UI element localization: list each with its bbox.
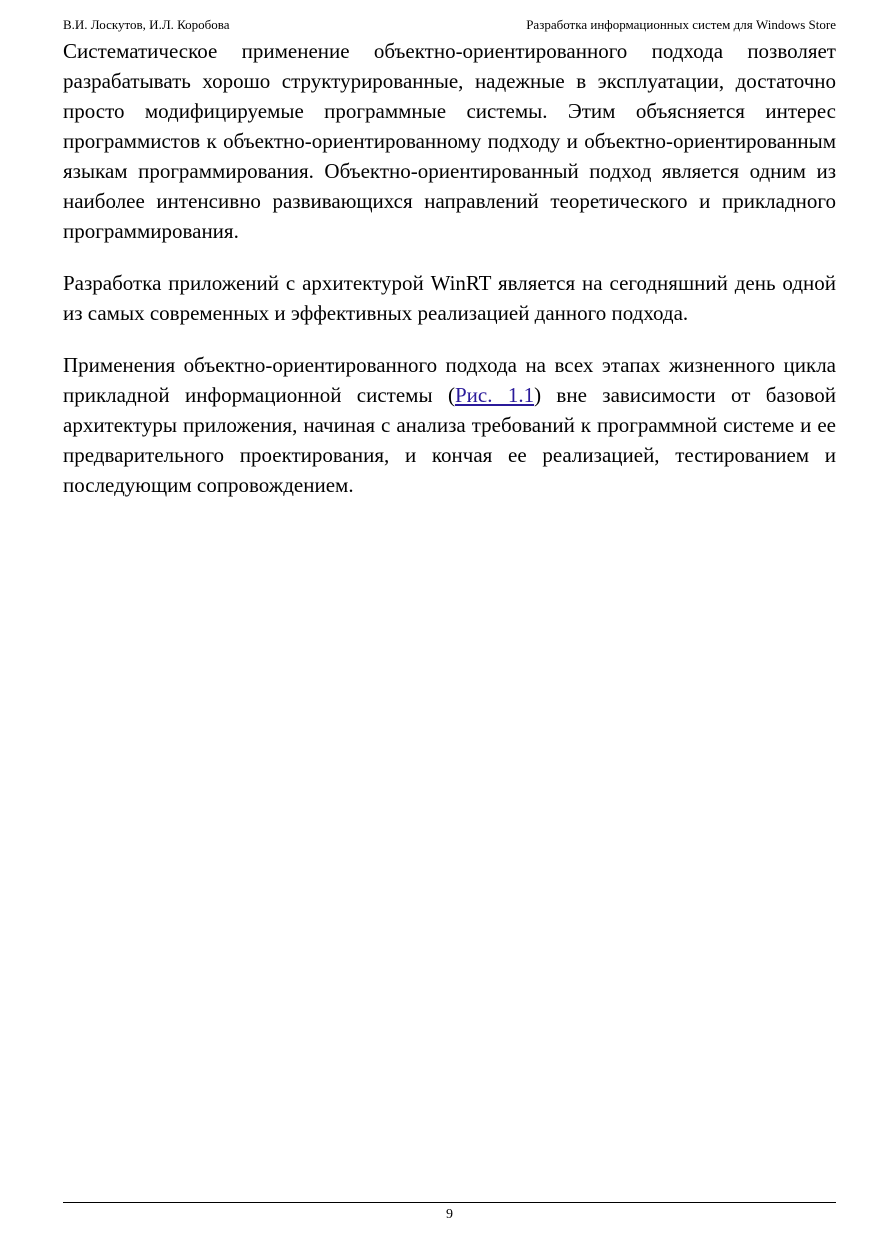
paragraph-3-text-after: ) вне зависимости от базовой архитектуры приложения, начиная с анализа требований к программной системе и ее предварительного проектирования, и кончая ее реализацией, тестированием и последующим сопровождением. bbox=[63, 383, 836, 497]
header-authors: В.И. Лоскутов, И.Л. Коробова bbox=[63, 17, 230, 32]
paragraph-1: Систематическое применение объектно-ориентированного подхода позволяет разрабатывать хорошо структурированные, надежные в эксплуатации, достаточно просто модифицируемые программные системы. Этим объясняется интерес программистов к объектно-ориентированному подходу и объектно-ориентированным языкам программирования. Объектно-ориентированный подход является одним из наиболее интенсивно развивающихся направлений теоретического и прикладного программирования. bbox=[63, 39, 836, 243]
paragraph-3 bbox=[63, 350, 836, 500]
figure-reference-link[interactable]: Рис. 1.1 bbox=[454, 383, 535, 407]
page-body bbox=[63, 36, 836, 522]
page-number: 9 bbox=[446, 1207, 453, 1222]
header-book-title: Разработка информационных систем для Windows Store bbox=[526, 17, 836, 32]
page-header bbox=[63, 15, 836, 35]
paragraph-3-text-before: Применения объектно-ориентированного подхода на всех этапах жизненного цикла прикладной информационной системы ( bbox=[63, 353, 836, 407]
footer-divider bbox=[63, 1202, 836, 1203]
paragraph-2: Разработка приложений с архитектурой WinRT является на сегодняшний день одной из самых современных и эффективных реализацией данного подхода. bbox=[63, 271, 836, 325]
